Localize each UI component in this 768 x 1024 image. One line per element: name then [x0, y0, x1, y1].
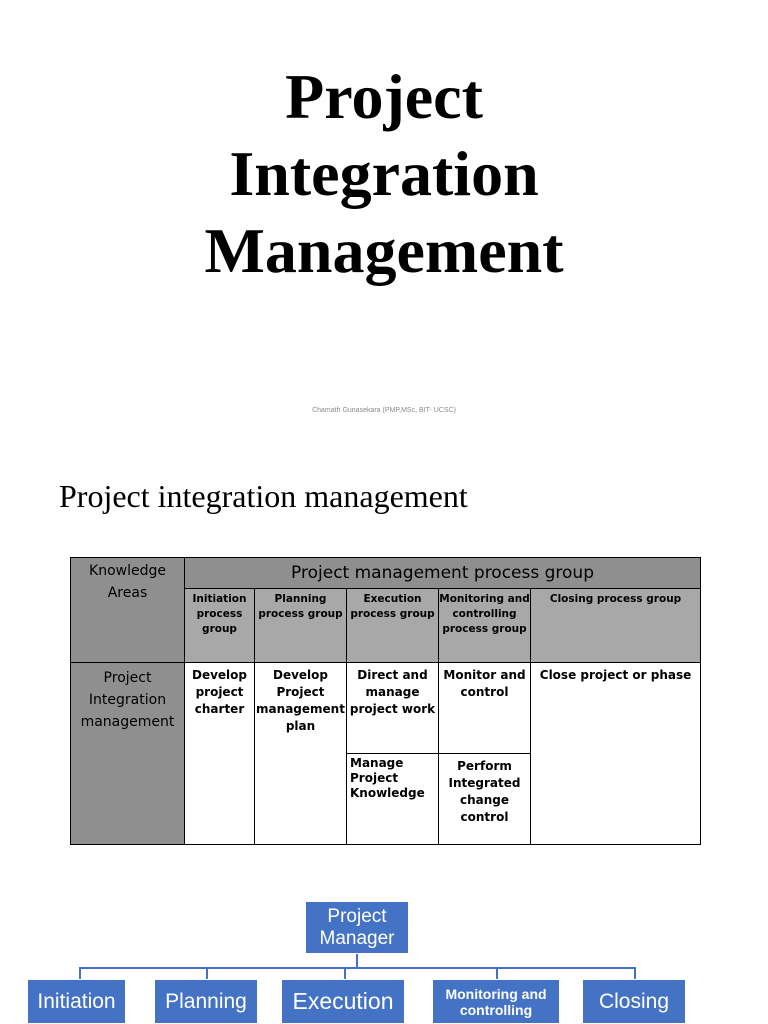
title-line-1: Project	[285, 61, 483, 132]
connector-horizontal	[79, 967, 636, 969]
group-planning: Planning process group	[255, 589, 347, 663]
phase-monitoring-label: Monitoring and controlling	[445, 985, 547, 1018]
cell-closing: Close project or phase	[531, 663, 701, 845]
phase-closing-label: Closing	[598, 989, 670, 1013]
phase-planning-box	[154, 979, 258, 1024]
knowledge-areas-header: Knowledge Areas	[71, 558, 185, 663]
connector-monitoring	[496, 967, 498, 979]
title-line-3: Management	[204, 215, 564, 286]
connector-vertical	[356, 954, 358, 968]
group-closing: Closing process group	[531, 589, 701, 663]
section-heading: Project integration management	[59, 478, 468, 514]
phase-initiation-label: Initiation	[37, 989, 116, 1013]
cell-execution-1: Direct and manage project work	[347, 663, 439, 754]
connector-initiation	[79, 967, 81, 979]
project-manager-label: Project Manager	[319, 905, 395, 949]
group-monitoring: Monitoring and controlling process group	[439, 589, 531, 663]
title-line-2: Integration	[229, 138, 539, 209]
cell-initiation: Develop project charter	[185, 663, 255, 845]
cell-monitoring-2: Perform Integrated change control	[439, 754, 531, 845]
row-label: Project Integration management	[71, 663, 185, 845]
group-execution: Execution process group	[347, 589, 439, 663]
author-credit: Chamath Gunasekara (PMP,MSc, BIT- UCSC)	[312, 407, 456, 414]
phase-planning-label: Planning	[165, 989, 247, 1013]
connector-planning	[206, 967, 208, 979]
phase-execution-label: Execution	[292, 988, 394, 1014]
cell-execution-2: Manage Project Knowledge	[347, 754, 439, 845]
connector-closing	[634, 967, 636, 979]
group-initiation: Initiation process group	[185, 589, 255, 663]
cell-monitoring-1: Monitor and control	[439, 663, 531, 754]
process-group-header: Project management process group	[185, 558, 701, 589]
phase-closing-box	[582, 979, 686, 1024]
phase-initiation-box	[27, 979, 126, 1024]
connector-execution	[344, 967, 346, 979]
project-manager-box	[305, 901, 409, 954]
cell-planning: Develop Project management plan	[255, 663, 347, 845]
phase-execution-box	[281, 979, 405, 1024]
phase-monitoring-box	[432, 979, 560, 1024]
